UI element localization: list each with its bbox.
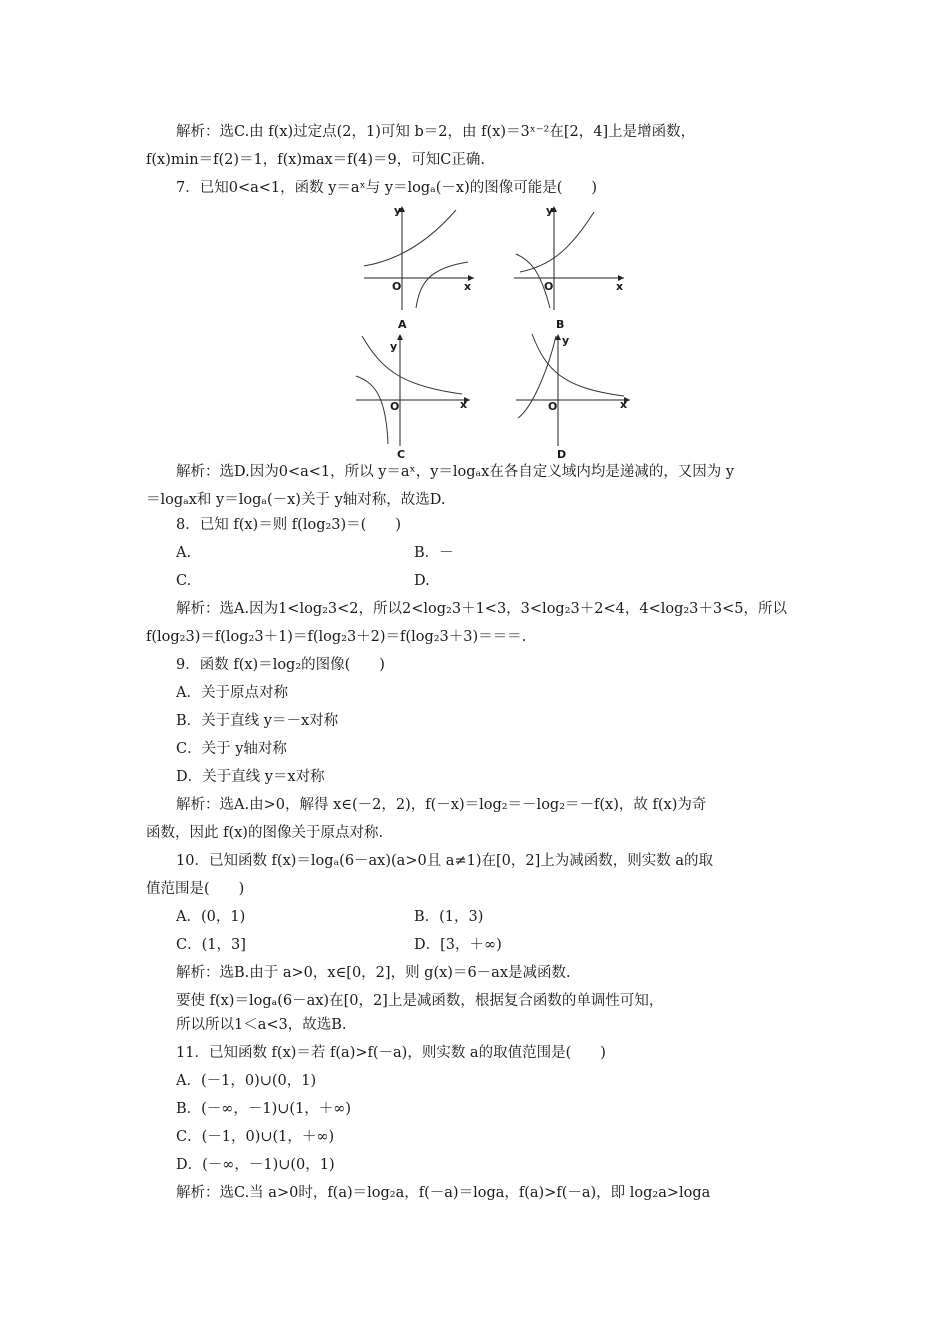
axis-y-label: y — [394, 204, 402, 217]
axis-y-label: y — [562, 334, 570, 347]
solution-7-line-2: ＝logₐx和 y＝logₐ(－x)关于 y轴对称，故选D. — [146, 492, 446, 508]
option-9-c: C．关于 y轴对称 — [176, 741, 287, 757]
axis-y-label: y — [390, 340, 398, 353]
solution-10-line-1: 解析：选B.由于 a>0，x∈[0，2]，则 g(x)＝6－ax是减函数. — [176, 965, 571, 981]
graph-option-d — [512, 330, 636, 448]
axis-x-label: x — [460, 398, 468, 411]
option-10-a: A．(0，1) — [176, 909, 246, 925]
solution-8-line-1: 解析：选A.因为1<log₂3<2，所以2<log₂3＋1<3，3<log₂3＋2<4，4<log₂3＋3<5，所以 — [176, 601, 788, 617]
solution-10-line-3: 所以所以1＜a<3，故选B. — [176, 1017, 347, 1033]
origin-label: O — [544, 280, 554, 293]
option-9-a: A．关于原点对称 — [176, 685, 288, 701]
graph-option-c — [352, 330, 476, 448]
solution-10-line-2: 要使 f(x)＝logₐ(6－ax)在[0，2]上是减函数，根据复合函数的单调性可知， — [176, 993, 664, 1009]
option-11-b: B．(－∞，－1)∪(1，＋∞) — [176, 1101, 352, 1117]
question-11: 11．已知函数 f(x)＝若 f(a)>f(－a)，则实数 a的取值范围是( ) — [176, 1045, 606, 1061]
axis-x-label: x — [616, 280, 624, 293]
graph-label-d: D — [557, 448, 567, 461]
solution-6-line-2: f(x)min＝f(2)＝1，f(x)max＝f(4)＝9，可知C正确. — [146, 152, 485, 168]
option-10-c: C．(1，3] — [176, 937, 246, 953]
solution-8-line-2: f(log₂3)＝f(log₂3＋1)＝f(log₂3＋2)＝f(log₂3＋3)＝＝＝. — [146, 629, 527, 645]
option-8-a: A. — [176, 545, 192, 561]
axis-y-label: y — [546, 204, 554, 217]
option-11-c: C．(－1，0)∪(1，＋∞) — [176, 1129, 335, 1145]
graph-option-a — [360, 202, 480, 312]
origin-label: O — [390, 400, 400, 413]
option-10-d: D．[3，＋∞) — [414, 937, 502, 953]
option-8-b: B．－ — [414, 545, 454, 561]
option-9-b: B．关于直线 y＝－x对称 — [176, 713, 339, 729]
question-9: 9．函数 f(x)＝log₂的图像( ) — [176, 657, 385, 673]
option-10-b: B．(1，3) — [414, 909, 484, 925]
graph-label-c: C — [397, 448, 406, 461]
graph-label-b: B — [556, 318, 565, 331]
solution-11-line-1: 解析：选C.当 a>0时，f(a)＝log₂a，f(－a)＝loga，f(a)>f(－a)，即 log₂a>loga — [176, 1185, 711, 1201]
option-8-c: C. — [176, 573, 192, 589]
graph-option-b — [510, 202, 630, 312]
question-7: 7．已知0<a<1，函数 y＝aˣ与 y＝logₐ(－x)的图像可能是( ) — [176, 180, 598, 196]
origin-label: O — [548, 400, 558, 413]
option-11-a: A．(－1，0)∪(0，1) — [176, 1073, 317, 1089]
axis-x-label: x — [620, 398, 628, 411]
option-9-d: D．关于直线 y＝x对称 — [176, 769, 325, 785]
solution-9-line-1: 解析：选A.由>0，解得 x∈(－2，2)，f(－x)＝log₂＝－log₂＝－f(x)，故 f(x)为奇 — [176, 797, 707, 813]
origin-label: O — [392, 280, 402, 293]
graph-label-a: A — [398, 318, 407, 331]
solution-7-line-1: 解析：选D.因为0<a<1，所以 y＝aˣ，y＝logₐx在各自定义域内均是递减的，又因为 y — [176, 464, 735, 480]
question-10-line-1: 10．已知函数 f(x)＝logₐ(6－ax)(a>0且 a≠1)在[0，2]上为减函数，则实数 a的取 — [176, 853, 714, 869]
option-8-d: D. — [414, 573, 430, 589]
question-8: 8．已知 f(x)＝则 f(log₂3)＝( ) — [176, 517, 401, 533]
solution-6-line-1: 解析：选C.由 f(x)过定点(2，1)可知 b＝2，由 f(x)＝3ˣ⁻²在[2，4]上是增函数， — [176, 124, 696, 140]
option-11-d: D．(－∞，－1)∪(0，1) — [176, 1157, 335, 1173]
question-10-line-2: 值范围是( ) — [146, 881, 245, 897]
solution-9-line-2: 函数，因此 f(x)的图像关于原点对称. — [146, 825, 384, 841]
axis-x-label: x — [464, 280, 472, 293]
